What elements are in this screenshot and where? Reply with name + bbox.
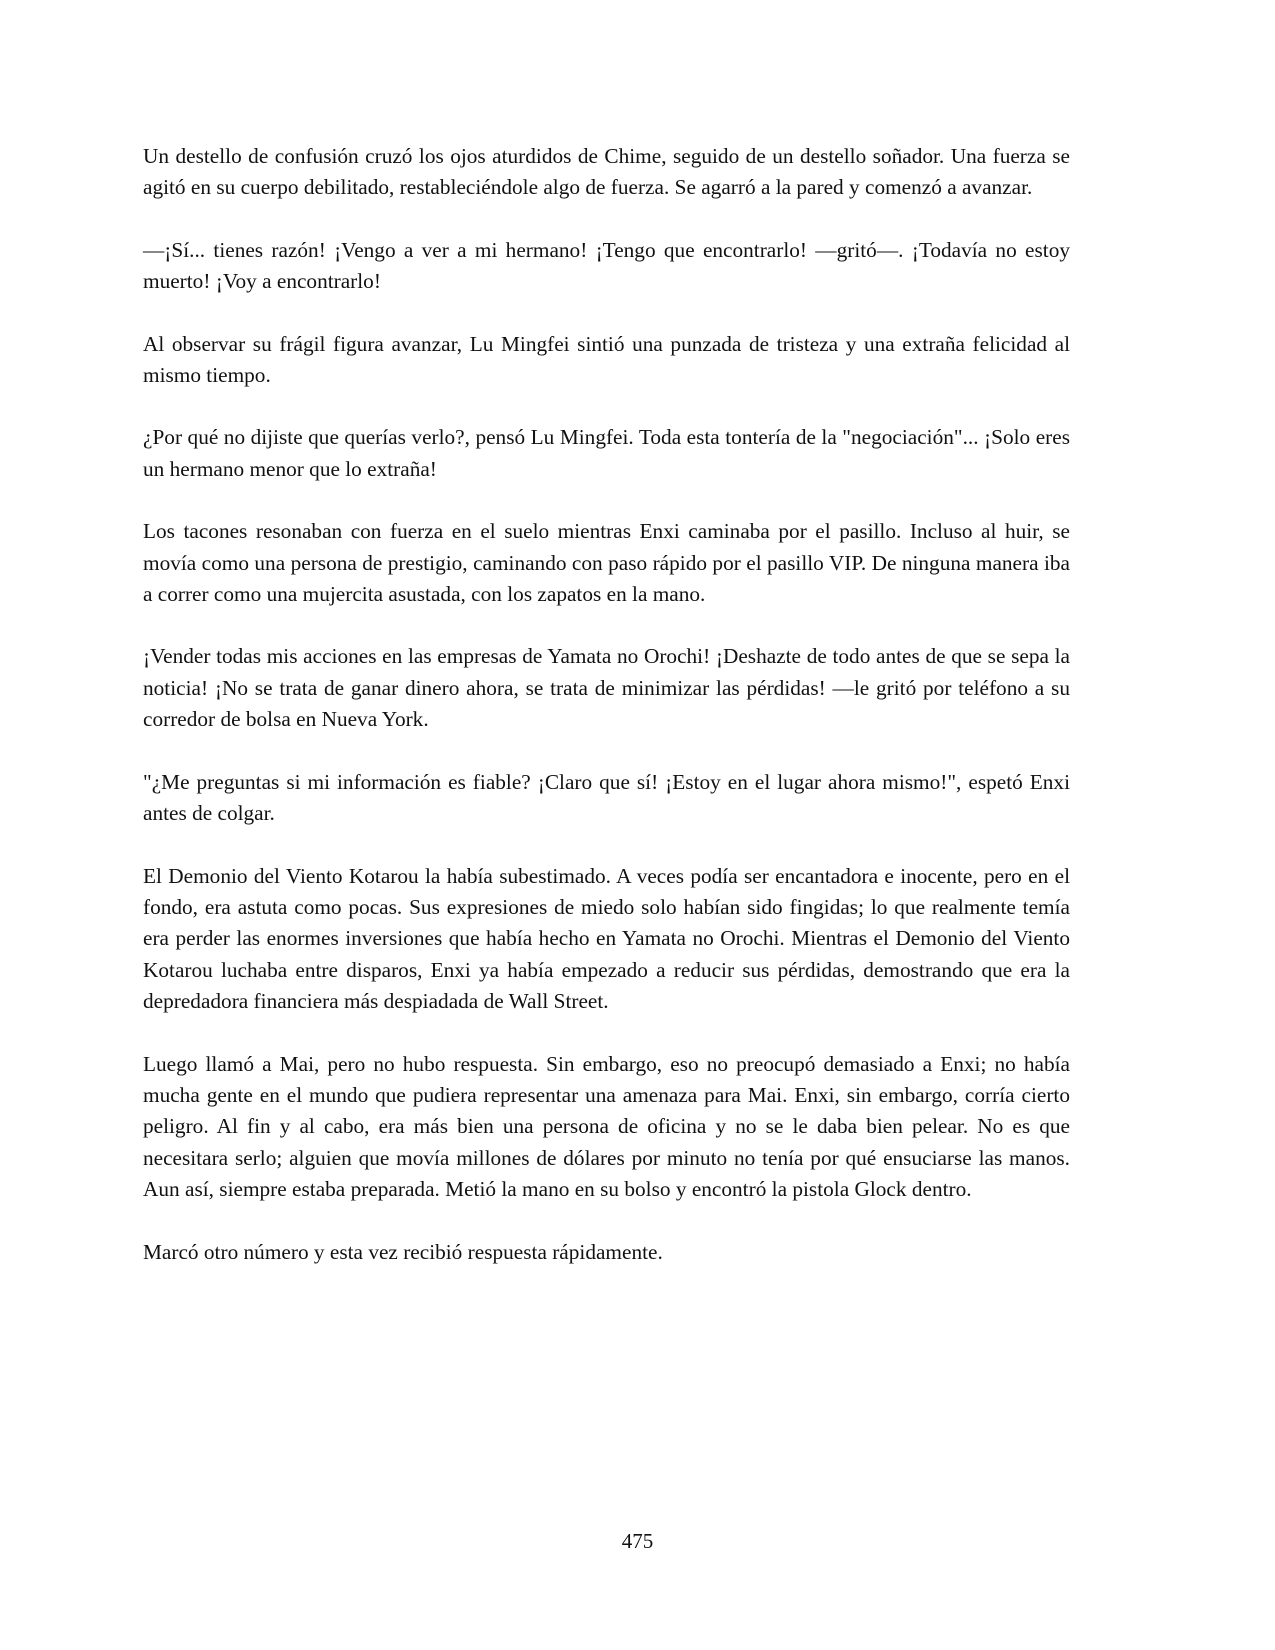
paragraph: —¡Sí... tienes razón! ¡Vengo a ver a mi hermano! ¡Tengo que encontrarlo! —gritó—. ¡Todavía no estoy muerto! ¡Voy a encontrarlo! bbox=[143, 237, 1070, 294]
paragraph: Al observar su frágil figura avanzar, Lu Mingfei sintió una punzada de tristeza y una extraña felicidad al mismo tiempo. bbox=[143, 331, 1070, 388]
paragraph: ¡Vender todas mis acciones en las empresas de Yamata no Orochi! ¡Deshazte de todo antes de que se sepa la noticia! ¡No se trata de ganar dinero ahora, se trata de minimizar las pérdidas! —le gritó por teléfono a su corredor de bolsa en Nueva York. bbox=[143, 644, 1070, 732]
paragraph: Marcó otro número y esta vez recibió respuesta rápidamente. bbox=[143, 1239, 663, 1264]
paragraph: ¿Por qué no dijiste que querías verlo?, pensó Lu Mingfei. Toda esta tontería de la "negociación"... ¡Solo eres un hermano menor que lo extraña! bbox=[143, 425, 1070, 481]
page-body bbox=[143, 141, 1070, 1299]
page-number: 475 bbox=[621, 1529, 654, 1553]
paragraph: "¿Me preguntas si mi información es fiable? ¡Claro que sí! ¡Estoy en el lugar ahora mismo!", espetó Enxi antes de colgar. bbox=[143, 769, 1070, 826]
paragraph: Los tacones resonaban con fuerza en el suelo mientras Enxi caminaba por el pasillo. Incluso al huir, se movía como una persona de prestigio, caminando con paso rápido por el pasillo VIP. De ninguna manera iba a correr como una mujercita asustada, con los zapatos en la mano. bbox=[143, 519, 1070, 607]
paragraph: Un destello de confusión cruzó los ojos aturdidos de Chime, seguido de un destello soñador. Una fuerza se agitó en su cuerpo debilitado, restableciéndole algo de fuerza. Se agarró a la pared y comenzó a avanzar. bbox=[143, 144, 1070, 200]
paragraph: Luego llamó a Mai, pero no hubo respuesta. Sin embargo, eso no preocupó demasiado a Enxi; no había mucha gente en el mundo que pudiera representar una amenaza para Mai. Enxi, sin embargo, corría cierto peligro. Al fin y al cabo, era más bien una persona de oficina y no se le daba bien pelear. No es que necesitara serlo; alguien que movía millones de dólares por minuto no tenía por qué ensuciarse las manos. Aun así, siempre estaba preparada. Metió la mano en su bolso y encontró la pistola Glock dentro. bbox=[143, 1051, 1070, 1202]
paragraph: El Demonio del Viento Kotarou la había subestimado. A veces podía ser encantadora e inocente, pero en el fondo, era astuta como pocas. Sus expresiones de miedo solo habían sido fingidas; lo que realmente temía era perder las enormes inversiones que había hecho en Yamata no Orochi. Mientras el Demonio del Viento Kotarou luchaba entre disparos, Enxi ya había empezado a reducir sus pérdidas, demostrando que era la depredadora financiera más despiadada de Wall Street. bbox=[143, 863, 1070, 1014]
